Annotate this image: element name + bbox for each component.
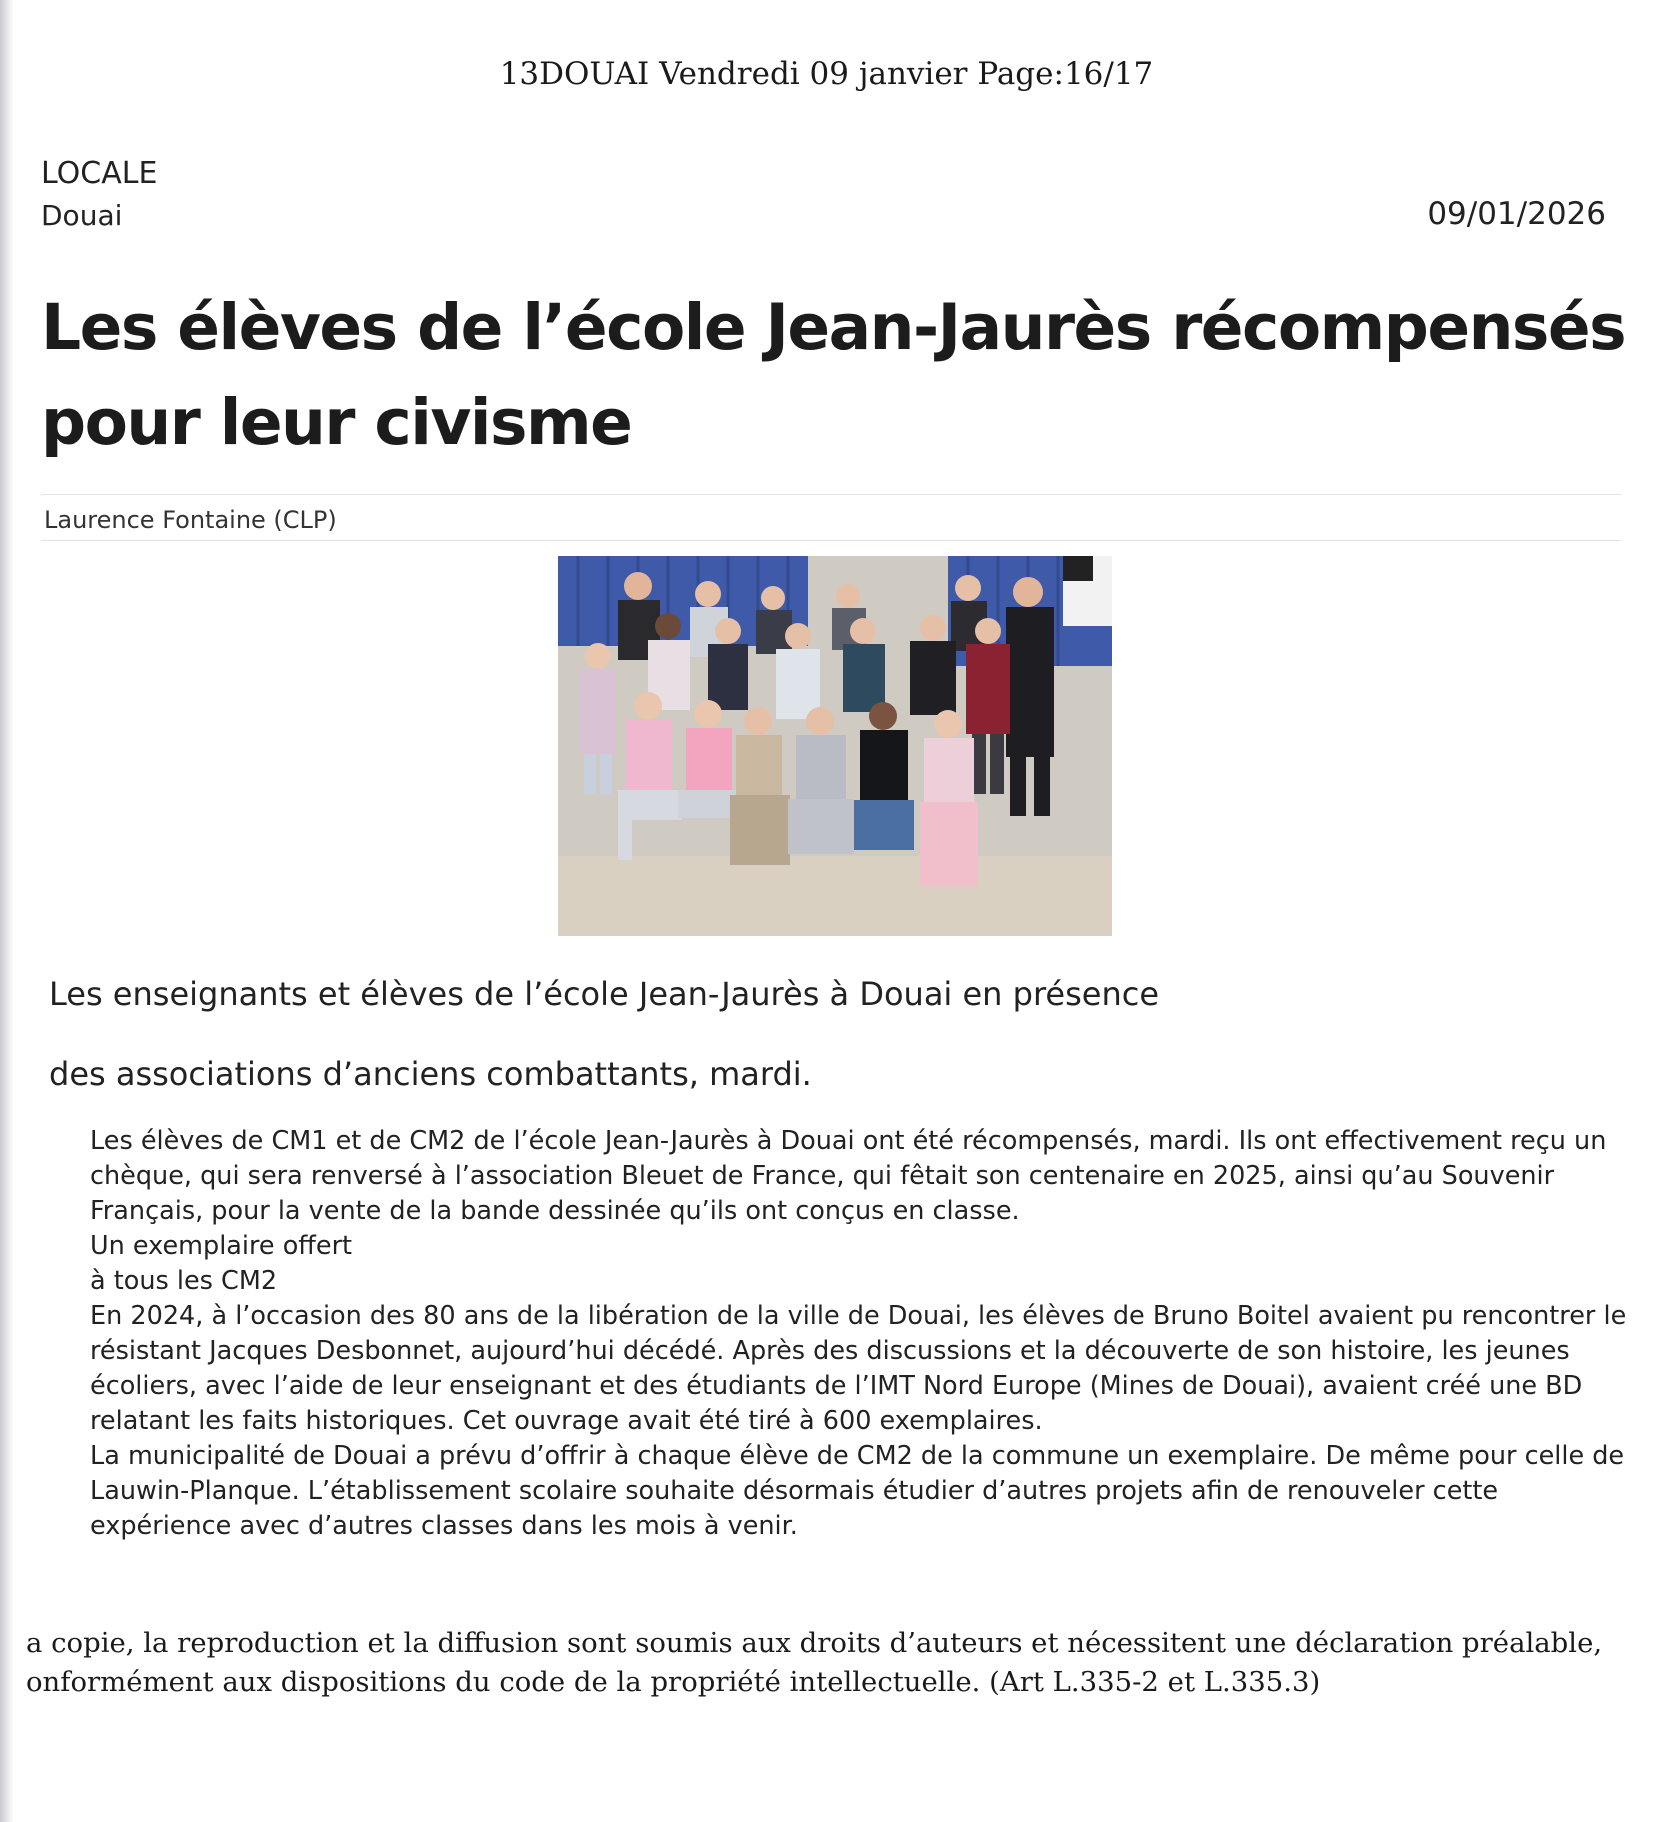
section-label: LOCALE <box>41 156 158 191</box>
body-line: En 2024, à l’occasion des 80 ans de la libération de la ville de Douai, les élèves de Bruno Boitel avaient pu rencontrer le <box>90 1301 1627 1331</box>
body-line: Français, pour la vente de la bande dessinée qu’ils ont conçus en classe. <box>90 1196 1020 1226</box>
article-title <box>41 280 1626 470</box>
body-line: écoliers, avec l’aide de leur enseignant et des étudiants de l’IMT Nord Europe (Mines de Douai), avaient créé une BD <box>90 1371 1583 1401</box>
scan-edge <box>0 0 14 1822</box>
body-line: chèque, qui sera renversé à l’association Bleuet de France, qui fêtait son centenaire en 2025, ainsi qu’au Souvenir <box>90 1161 1555 1191</box>
photo-caption-line: Les enseignants et élèves de l’école Jean-Jaurès à Douai en présence <box>49 975 1159 1013</box>
body-line: relatant les faits historiques. Cet ouvrage avait été tiré à 600 exemplaires. <box>90 1406 1043 1436</box>
fax-header: 13DOUAI Vendredi 09 janvier Page:16/17 <box>499 56 1154 92</box>
publication-date: 09/01/2026 <box>1427 196 1606 232</box>
city-label: Douai <box>41 199 123 232</box>
body-line: résistant Jacques Desbonnet, aujourd’hui décédé. Après des discussions et la découverte de son histoire, les jeunes <box>90 1336 1570 1366</box>
title-line: Les élèves de l’école Jean-Jaurès récompensés <box>41 291 1626 364</box>
copyright-line: a copie, la reproduction et la diffusion sont soumis aux droits d’auteurs et nécessitent une déclaration préalable, <box>26 1627 1603 1659</box>
body-subheading: Un exemplaire offert <box>90 1231 353 1261</box>
copyright-notice <box>26 1624 1626 1702</box>
body-line: Lauwin-Planque. L’établissement scolaire souhaite désormais étudier d’autres projets afin de renouveler cette <box>90 1476 1499 1506</box>
article-photo <box>558 556 1112 936</box>
article-body <box>90 1124 1627 1544</box>
author-byline: Laurence Fontaine (CLP) <box>44 506 337 534</box>
body-subheading: à tous les CM2 <box>90 1266 278 1296</box>
divider <box>41 540 1621 541</box>
body-line: expérience avec d’autres classes dans les mois à venir. <box>90 1511 798 1541</box>
divider <box>41 494 1621 495</box>
body-line: La municipalité de Douai a prévu d’offrir à chaque élève de CM2 de la commune un exemplaire. De même pour celle de <box>90 1441 1625 1471</box>
body-line: Les élèves de CM1 et de CM2 de l’école Jean-Jaurès à Douai ont été récompensés, mardi. Ils ont effectivement reçu un <box>90 1126 1607 1156</box>
photo-caption-line: des associations d’anciens combattants, mardi. <box>49 1055 812 1093</box>
copyright-line: onformément aux dispositions du code de la propriété intellectuelle. (Art L.335-2 et L.335.3) <box>26 1666 1321 1698</box>
title-line: pour leur civisme <box>41 386 632 459</box>
